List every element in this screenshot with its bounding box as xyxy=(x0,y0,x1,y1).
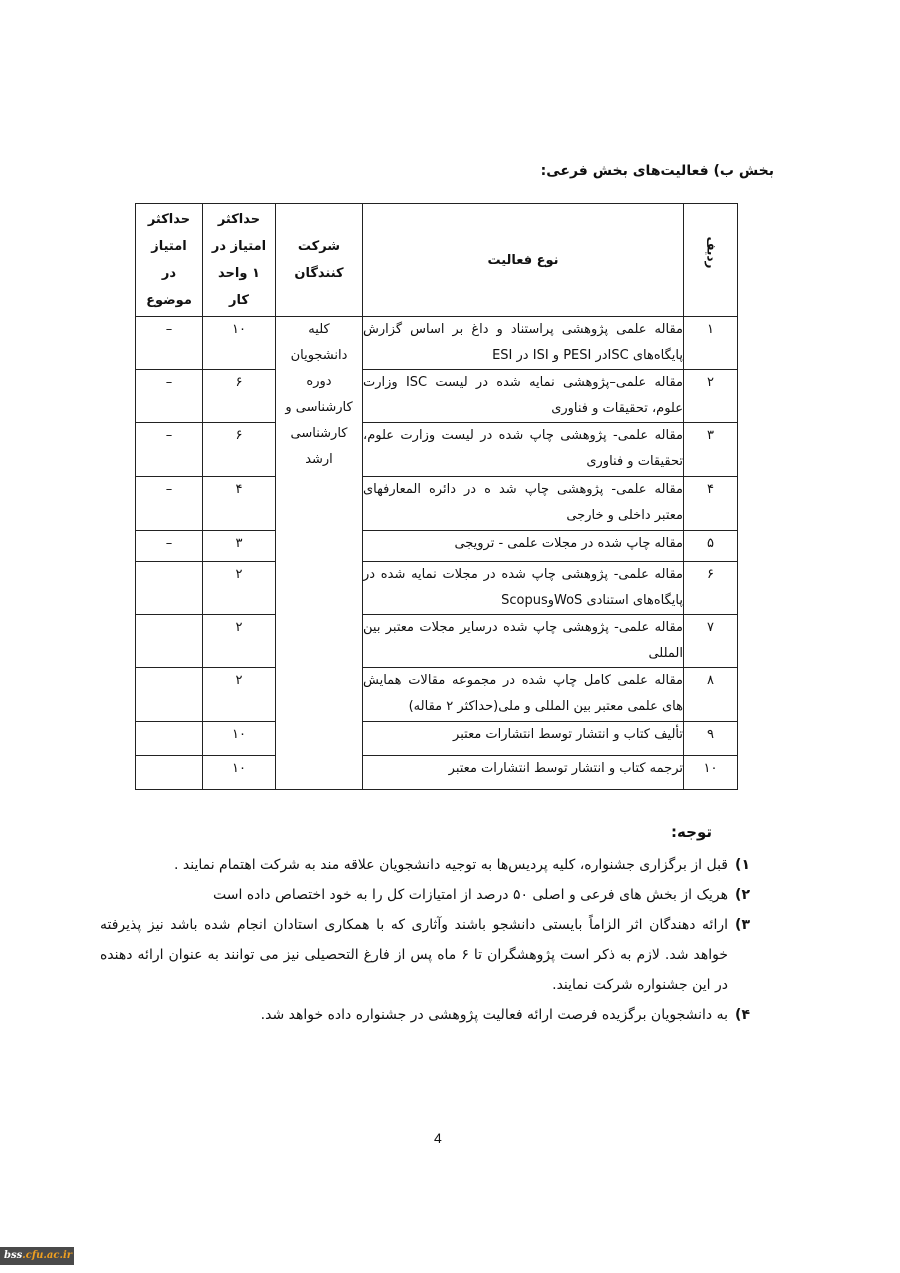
table-row xyxy=(136,615,738,668)
page-number: 4 xyxy=(434,1130,442,1146)
max-per-unit: ۳ xyxy=(203,531,276,562)
table-row xyxy=(136,317,738,370)
row-number: ۹ xyxy=(684,722,738,756)
header-max-per-unit-label: حداکثر امتیاز در ۱ واحد کار xyxy=(211,212,267,308)
activity-description: مقاله علمی- پژوهشی چاپ شده درسایر مجلات معتبر بین المللی xyxy=(363,615,684,668)
max-in-topic xyxy=(136,562,203,615)
note-item xyxy=(100,880,750,910)
row-number: ۲ xyxy=(684,370,738,423)
row-number: ۱ xyxy=(684,317,738,370)
site-watermark xyxy=(0,1247,74,1265)
max-per-unit: ۱۰ xyxy=(203,756,276,790)
row-number: ۳ xyxy=(684,423,738,477)
row-number: ۷ xyxy=(684,615,738,668)
section-title: بخش ب) فعالیت‌های بخش فرعی: xyxy=(540,163,774,179)
activity-description: مقاله علمی- پژوهشی چاپ شد ه در دائره المعارفهای معتبر داخلی و خارجی xyxy=(363,477,684,531)
activity-description: تألیف کتاب و انتشار توسط انتشارات معتبر xyxy=(363,722,684,756)
header-activity-type: نوع فعالیت xyxy=(363,204,684,317)
header-participants-label: شرکت کنندگان xyxy=(294,239,344,281)
table-row xyxy=(136,722,738,756)
max-in-topic xyxy=(136,668,203,722)
max-in-topic xyxy=(136,756,203,790)
table-row xyxy=(136,562,738,615)
note-number: ۳) xyxy=(735,917,750,933)
header-max-per-unit xyxy=(203,204,276,317)
table-row xyxy=(136,370,738,423)
note-item xyxy=(100,1000,750,1030)
row-number: ۸ xyxy=(684,668,738,722)
note-item xyxy=(100,850,750,880)
header-row-number-label: ردیف xyxy=(704,236,718,268)
note-item xyxy=(100,910,750,1000)
max-in-topic xyxy=(136,615,203,668)
max-in-topic: – xyxy=(136,477,203,531)
row-number: ۶ xyxy=(684,562,738,615)
row-number: ۵ xyxy=(684,531,738,562)
note-number: ۴) xyxy=(735,1007,750,1023)
watermark-prefix: bss xyxy=(4,1250,23,1261)
header-participants xyxy=(276,204,363,317)
notes-list xyxy=(100,850,750,1030)
activity-description: مقاله علمی–پژوهشی نمایه شده در لیست ISC وزارت علوم، تحقیقات و فناوری xyxy=(363,370,684,423)
activity-description: مقاله علمی- پژوهشی چاپ شده در لیست وزارت علوم، تحقیقات و فناوری xyxy=(363,423,684,477)
max-in-topic: – xyxy=(136,423,203,477)
table-row xyxy=(136,477,738,531)
participants-text: کلیه دانشجویان دوره کارشناسی و کارشناسی ارشد xyxy=(285,322,353,467)
note-text: ارائه دهندگان اثر الزاماً بایستی دانشجو باشند وآثاری که با همکاری استادان انجام شده باشد نیز پذیرفته خواهد شد. لازم به ذکر است پژوهشگران تا ۶ ماه پس از فارغ التحصیلی نیز می توانند به عنوان ارائه دهنده در این جشنواره شرکت نمایند. xyxy=(100,917,728,993)
table-header-row xyxy=(136,204,738,317)
activity-description: ترجمه کتاب و انتشار توسط انتشارات معتبر xyxy=(363,756,684,790)
participants-cell xyxy=(276,317,363,790)
note-text: قبل از برگزاری جشنواره، کلیه پردیس‌ها به توجیه دانشجویان علاقه مند به شرکت اهتمام نمایند . xyxy=(173,857,728,873)
header-row-number xyxy=(684,204,738,317)
row-number: ۱۰ xyxy=(684,756,738,790)
max-per-unit: ۶ xyxy=(203,370,276,423)
notes-title: توجه: xyxy=(671,823,712,841)
activity-description: مقاله علمی کامل چاپ شده در مجموعه مقالات همایش های علمی معتبر بین المللی و ملی(حداکثر ۲ مقاله) xyxy=(363,668,684,722)
activities-table xyxy=(135,203,738,790)
watermark-domain: .cfu.ac.ir xyxy=(22,1250,73,1261)
max-in-topic: – xyxy=(136,370,203,423)
row-number: ۴ xyxy=(684,477,738,531)
max-per-unit: ۲ xyxy=(203,615,276,668)
note-text: به دانشجویان برگزیده فرصت ارائه فعالیت پژوهشی در جشنواره داده خواهد شد. xyxy=(260,1007,728,1023)
table-row xyxy=(136,423,738,477)
max-in-topic: – xyxy=(136,531,203,562)
activity-description: مقاله چاپ شده در مجلات علمی - ترویجی xyxy=(363,531,684,562)
max-in-topic xyxy=(136,722,203,756)
table-row xyxy=(136,756,738,790)
activity-description: مقاله علمی- پژوهشی چاپ شده در مجلات نمایه شده در پایگاه‌های استنادی WoSوScopus xyxy=(363,562,684,615)
note-text: هریک از بخش های فرعی و اصلی ۵۰ درصد از امتیازات کل را به خود اختصاص داده است xyxy=(213,887,728,903)
note-number: ۱) xyxy=(735,857,750,873)
max-in-topic: – xyxy=(136,317,203,370)
activity-description: مقاله علمی پژوهشی پراستناد و داغ بر اساس گزارش پایگاه‌های ISCدر PESI و ISI در ESI xyxy=(363,317,684,370)
max-per-unit: ۶ xyxy=(203,423,276,477)
max-per-unit: ۲ xyxy=(203,562,276,615)
header-max-in-topic xyxy=(136,204,203,317)
max-per-unit: ۱۰ xyxy=(203,317,276,370)
table-row xyxy=(136,668,738,722)
max-per-unit: ۲ xyxy=(203,668,276,722)
table-row xyxy=(136,531,738,562)
max-per-unit: ۴ xyxy=(203,477,276,531)
note-number: ۲) xyxy=(735,887,750,903)
header-max-in-topic-label: حداکثر امتیاز در موضوع xyxy=(146,212,192,308)
max-per-unit: ۱۰ xyxy=(203,722,276,756)
